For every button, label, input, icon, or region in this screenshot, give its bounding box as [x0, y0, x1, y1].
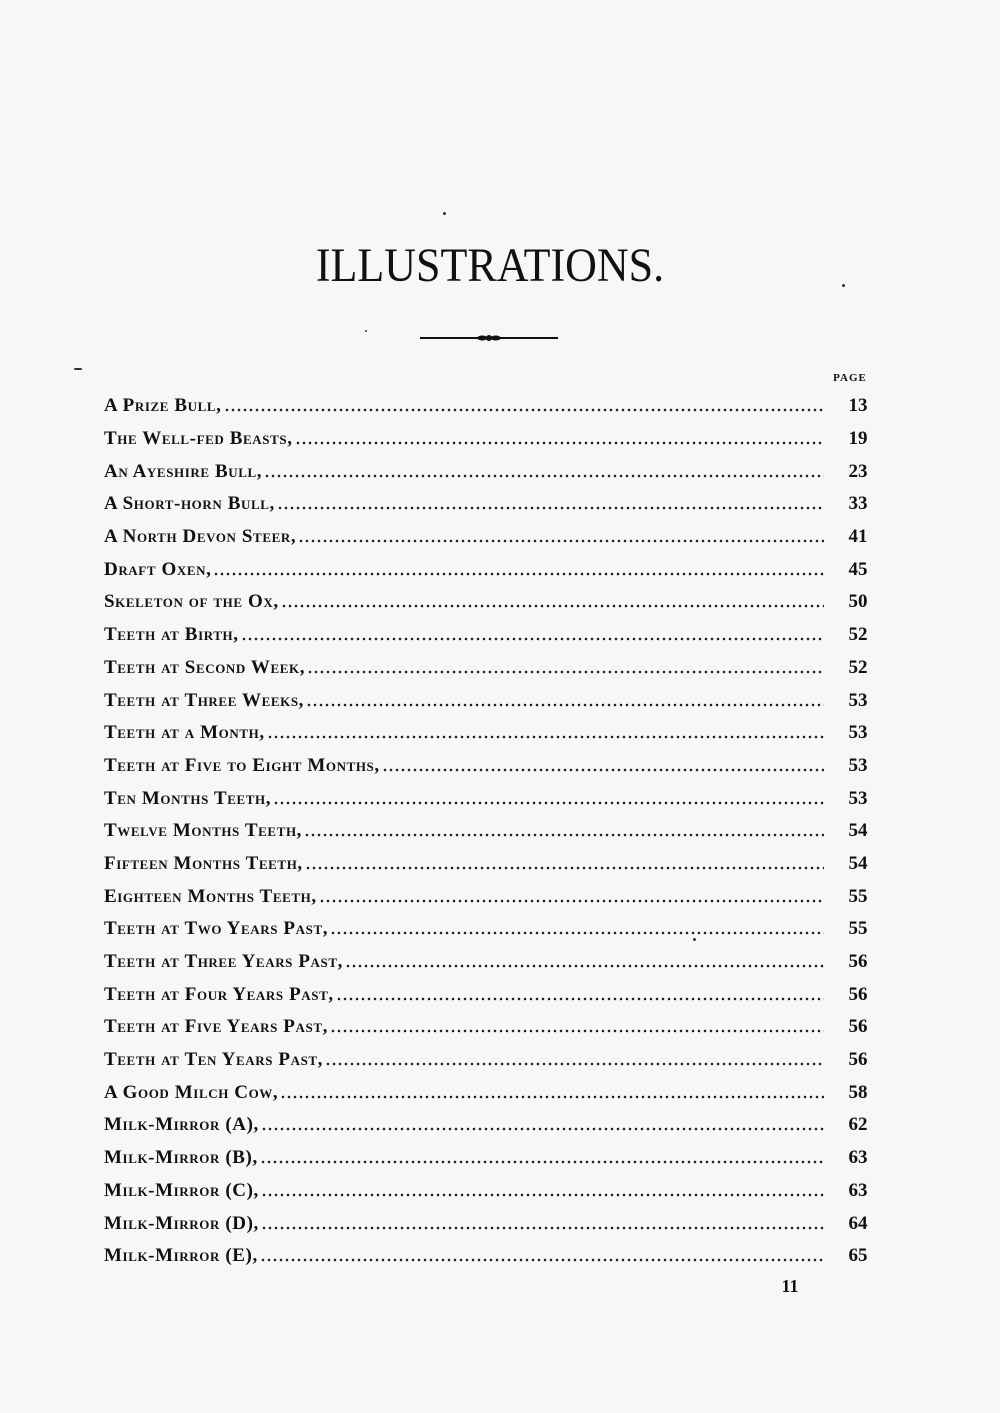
- list-item: [104, 1044, 880, 1077]
- page-number-ref: 63: [848, 1147, 868, 1169]
- page-number-ref: 56: [848, 1049, 868, 1071]
- list-item: [104, 1142, 880, 1175]
- illustration-title: An Ayeshire Bull,: [104, 460, 263, 482]
- page-number-ref: 65: [848, 1245, 868, 1267]
- dot-leader: [241, 636, 824, 642]
- illustration-title: Ten Months Teeth,: [104, 787, 272, 809]
- illustration-title: Skeleton of the Ox,: [104, 591, 279, 613]
- dot-leader: [330, 930, 824, 936]
- dot-leader: [325, 1061, 824, 1067]
- dot-leader: [267, 734, 824, 740]
- list-item: [104, 978, 880, 1011]
- illustration-title: Milk-Mirror (C),: [104, 1179, 259, 1201]
- dot-leader: [261, 1126, 824, 1132]
- list-item: [104, 684, 880, 717]
- list-item: [104, 750, 880, 783]
- dot-leader: [298, 538, 824, 544]
- dot-leader: [305, 865, 824, 871]
- page-number-ref: 19: [848, 428, 868, 450]
- list-item: [104, 521, 880, 554]
- page-number-ref: 53: [848, 754, 868, 776]
- dot-leader: [261, 1225, 824, 1231]
- page-number-ref: 55: [848, 918, 868, 940]
- list-item: [104, 848, 880, 881]
- dot-leader: [306, 702, 824, 708]
- dot-leader: [281, 603, 824, 609]
- illustration-title: Milk-Mirror (E),: [104, 1245, 258, 1267]
- dot-leader: [330, 1028, 824, 1034]
- illustration-title: A Good Milch Cow,: [104, 1081, 279, 1103]
- page-number-ref: 52: [848, 656, 868, 678]
- page-number-ref: 50: [848, 591, 868, 613]
- illustration-title: The Well-fed Beasts,: [104, 428, 293, 450]
- list-item: [104, 652, 880, 685]
- page-number-ref: 55: [848, 885, 868, 907]
- illustration-title: Teeth at Two Years Past,: [104, 918, 329, 940]
- page-number-ref: 62: [848, 1114, 868, 1136]
- dot-leader: [336, 996, 824, 1002]
- illustration-title: Eighteen Months Teeth,: [104, 885, 317, 907]
- list-item: [104, 619, 880, 652]
- list-item: [104, 880, 880, 913]
- dot-leader: [264, 473, 824, 479]
- illustration-title: A Prize Bull,: [104, 395, 222, 417]
- page-number-ref: 54: [848, 852, 868, 874]
- list-item: [104, 946, 880, 979]
- list-item: [104, 1240, 880, 1273]
- dot-leader: [307, 669, 824, 675]
- page-number-ref: 64: [848, 1212, 868, 1234]
- dot-leader: [295, 440, 824, 446]
- scan-speck: [443, 212, 446, 215]
- illustration-title: Teeth at a Month,: [104, 722, 265, 744]
- illustration-title: Teeth at Ten Years Past,: [104, 1049, 324, 1071]
- illustration-title: Milk-Mirror (D),: [104, 1212, 259, 1234]
- list-item: [104, 586, 880, 619]
- page-number: 11: [781, 1276, 799, 1296]
- illustration-title: Teeth at Birth,: [104, 624, 239, 646]
- dot-leader: [277, 505, 824, 511]
- list-item: [104, 553, 880, 586]
- dot-leader: [304, 832, 824, 838]
- illustration-title: Teeth at Second Week,: [104, 656, 306, 678]
- list-item: [104, 1207, 880, 1240]
- dot-leader: [280, 1094, 824, 1100]
- list-item: [104, 390, 880, 423]
- dot-leader: [260, 1159, 824, 1165]
- list-item: [104, 815, 880, 848]
- list-item: [104, 717, 880, 750]
- illustration-title: Teeth at Five Years Past,: [104, 1016, 328, 1038]
- illustrations-list: [104, 390, 880, 1273]
- page-number-ref: 63: [848, 1179, 868, 1201]
- illustration-title: A Short-horn Bull,: [104, 493, 275, 515]
- page-number-ref: 58: [848, 1081, 868, 1103]
- list-item: [104, 455, 880, 488]
- scan-speck: [365, 330, 367, 332]
- dot-leader: [319, 898, 824, 904]
- page-number-ref: 13: [848, 395, 868, 417]
- page-number-ref: 23: [848, 460, 868, 482]
- dot-leader: [261, 1192, 824, 1198]
- dot-leader: [345, 963, 824, 969]
- dot-leader: [260, 1257, 824, 1263]
- page-number-ref: 33: [848, 493, 868, 515]
- page-title: ILLUSTRATIONS.: [315, 239, 665, 292]
- page-number-ref: 56: [848, 1016, 868, 1038]
- page-number-ref: 53: [848, 722, 868, 744]
- list-item: [104, 423, 880, 456]
- scan-speck: [74, 368, 82, 370]
- illustration-title: Draft Oxen,: [104, 558, 212, 580]
- dot-leader: [213, 571, 824, 577]
- list-item: [104, 1175, 880, 1208]
- dot-leader: [224, 407, 824, 413]
- illustration-title: Teeth at Five to Eight Months,: [104, 754, 380, 776]
- page-column-heading: PAGE: [833, 372, 867, 384]
- ornament-divider: [418, 328, 560, 348]
- list-item: [104, 1076, 880, 1109]
- illustration-title: Milk-Mirror (B),: [104, 1147, 258, 1169]
- illustration-title: Teeth at Three Weeks,: [104, 689, 305, 711]
- list-item: [104, 913, 880, 946]
- page-number-ref: 54: [848, 820, 868, 842]
- page-number-ref: 56: [848, 951, 868, 973]
- list-item: [104, 1011, 880, 1044]
- page-number-ref: 41: [848, 526, 868, 548]
- list-item: [104, 1109, 880, 1142]
- scan-speck: [842, 284, 845, 287]
- list-item: [104, 488, 880, 521]
- dot-leader: [382, 767, 824, 773]
- scan-speck: [693, 938, 696, 941]
- illustration-title: Teeth at Four Years Past,: [104, 983, 334, 1005]
- illustration-title: Teeth at Three Years Past,: [104, 951, 344, 973]
- illustration-title: Fifteen Months Teeth,: [104, 852, 303, 874]
- page-number-ref: 53: [848, 787, 868, 809]
- page-number-ref: 56: [848, 983, 868, 1005]
- illustration-title: Twelve Months Teeth,: [104, 820, 303, 842]
- page-number-ref: 45: [848, 558, 868, 580]
- page-number-ref: 53: [848, 689, 868, 711]
- page-number-ref: 52: [848, 624, 868, 646]
- illustration-title: Milk-Mirror (A),: [104, 1114, 259, 1136]
- illustration-title: A North Devon Steer,: [104, 526, 297, 548]
- list-item: [104, 782, 880, 815]
- dot-leader: [273, 800, 824, 806]
